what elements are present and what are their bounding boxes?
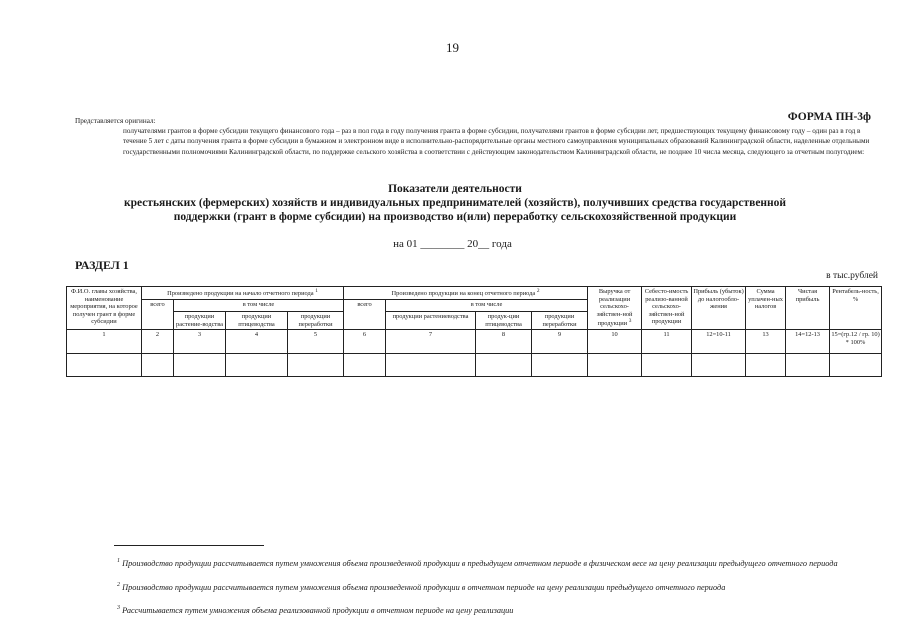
header-cost: Себесто-имость реализо-ванной сельскохо-зяйствен-ной продукции	[642, 287, 692, 330]
header-revenue: Выручка от реализации сельскохо-зяйствен-ной продукции $^3$	[588, 287, 642, 330]
header-taxes: Сумма уплачен-ных налогов	[746, 287, 786, 330]
empty-cell	[692, 354, 746, 377]
header-processing-end: продукции переработки	[532, 311, 588, 329]
header-crop-start: продукции растение-водства	[174, 311, 226, 329]
col-number: 1	[67, 330, 142, 354]
empty-cell	[830, 354, 882, 377]
empty-data-row	[67, 354, 882, 377]
units-note: в тыс.рублей	[826, 271, 878, 281]
footnote-text: Рассчитывается путем умножения объема реализованной продукции в отчетном периоде на цену реализации	[122, 605, 514, 615]
header-profitability: Рентабель-ность, %	[830, 287, 882, 330]
footnote-ref-1: 1	[315, 288, 318, 294]
footnote-text: Производство продукции рассчитывается путем умножения объема произведенной продукции в предыдущем отчетном периоде в физическом весе на цену реализации предыдущего отчетного периода	[122, 558, 838, 568]
title-line1: Показатели деятельности	[388, 183, 522, 195]
col-number: 11	[642, 330, 692, 354]
col-number: 3	[174, 330, 226, 354]
empty-cell	[174, 354, 226, 377]
page-number: 19	[446, 40, 459, 55]
col-number: 7	[386, 330, 476, 354]
empty-cell	[142, 354, 174, 377]
header-row-1	[67, 287, 882, 300]
col-number: 5	[288, 330, 344, 354]
col-number: 13	[746, 330, 786, 354]
preamble-line1: Представляется оригинал:	[75, 117, 156, 125]
section-label: РАЗДЕЛ 1	[75, 258, 129, 272]
footnote-mark: 2	[117, 582, 120, 588]
header-profit: Прибыль (убыток) до налогообло-жения	[692, 287, 746, 330]
empty-cell	[226, 354, 288, 377]
footnote-ref-3: 3	[628, 318, 632, 325]
header-including-start: в том числе	[174, 299, 344, 311]
indicators-table	[66, 286, 882, 377]
title-line3: поддержки (грант в форме субсидии) на производство и(или) переработку сельскохозяйственной продукции	[173, 211, 737, 223]
form-code: ФОРМА ПН-3ф	[787, 111, 871, 123]
col-number: 2	[142, 330, 174, 354]
preamble-body: получателями грантов в форме субсидии текущего финансового года – раз в пол года в году получения гранта в форме субсидии, получателями грантов в форме субсидии лет, предшествующих текущему финансовому году – один раз в год в течение 5 лет с даты получения гранта в форме субсидии в бумажном и электронном виде в исполнительно-распорядительные органы местного самоуправления муниципальных образований Калининградской области, наделенные отдельными государственными полномочиями Калининградской области, по поддержке сельского хозяйства в соответствии с действующим законодательством Калининградской области, не позднее 10 числа месяца, следующего за отчетным полугодием:	[123, 127, 870, 156]
empty-cell	[344, 354, 386, 377]
empty-cell	[532, 354, 588, 377]
col-number: 15=(гр.12 / гр. 10) * 100%	[830, 330, 882, 354]
col-number: 8	[476, 330, 532, 354]
col-number: 9	[532, 330, 588, 354]
footnote-2	[73, 580, 883, 593]
column-numbers-row	[67, 330, 882, 354]
header-end-period: Произведено продукции на конец отчетного периода $^2$	[344, 287, 588, 300]
date-line: на 01 ________ 20__ года	[393, 238, 512, 250]
empty-cell	[588, 354, 642, 377]
footnote-text: Производство продукции рассчитывается путем умножения объема произведенной продукции в отчетном периоде на цену реализации предыдущего отчетного периода	[122, 582, 726, 592]
footnote-ref-2: 2	[536, 288, 540, 294]
footnote-mark: 1	[117, 558, 120, 564]
col-number: 12=10-11	[692, 330, 746, 354]
empty-cell	[476, 354, 532, 377]
header-total-start: всего	[142, 299, 174, 329]
footnote-1	[73, 556, 883, 569]
header-poultry-end: продук-ции птицеводства	[476, 311, 532, 329]
col-number: 4	[226, 330, 288, 354]
empty-cell	[642, 354, 692, 377]
header-net-profit: Чистая прибыль	[786, 287, 830, 330]
footnote-separator	[114, 545, 264, 546]
footnote-3	[73, 603, 883, 616]
header-including-end: в том числе	[386, 299, 588, 311]
header-processing-start: продукции переработки	[288, 311, 344, 329]
empty-cell	[786, 354, 830, 377]
title-line2: крестьянских (фермерских) хозяйств и индивидуальных предпринимателей (хозяйств), получивших средства государственной	[123, 197, 787, 209]
header-poultry-start: продукции птицеводства	[226, 311, 288, 329]
empty-cell	[67, 354, 142, 377]
empty-cell	[386, 354, 476, 377]
header-fio: Ф.И.О. главы хозяйства, наименование мероприятия, на которое получен грант в форме субсидии	[67, 287, 142, 330]
document-title	[75, 182, 835, 224]
col-number: 14=12-13	[786, 330, 830, 354]
footnote-mark: 3	[117, 605, 120, 611]
empty-cell	[746, 354, 786, 377]
empty-cell	[288, 354, 344, 377]
preamble	[75, 116, 875, 157]
header-total-end: всего	[344, 299, 386, 329]
col-number: 6	[344, 330, 386, 354]
header-start-period: Произведено продукции на начало отчетного периода $^1$	[142, 287, 344, 300]
col-number: 10	[588, 330, 642, 354]
header-crop-end: продукции растениеводства	[386, 311, 476, 329]
